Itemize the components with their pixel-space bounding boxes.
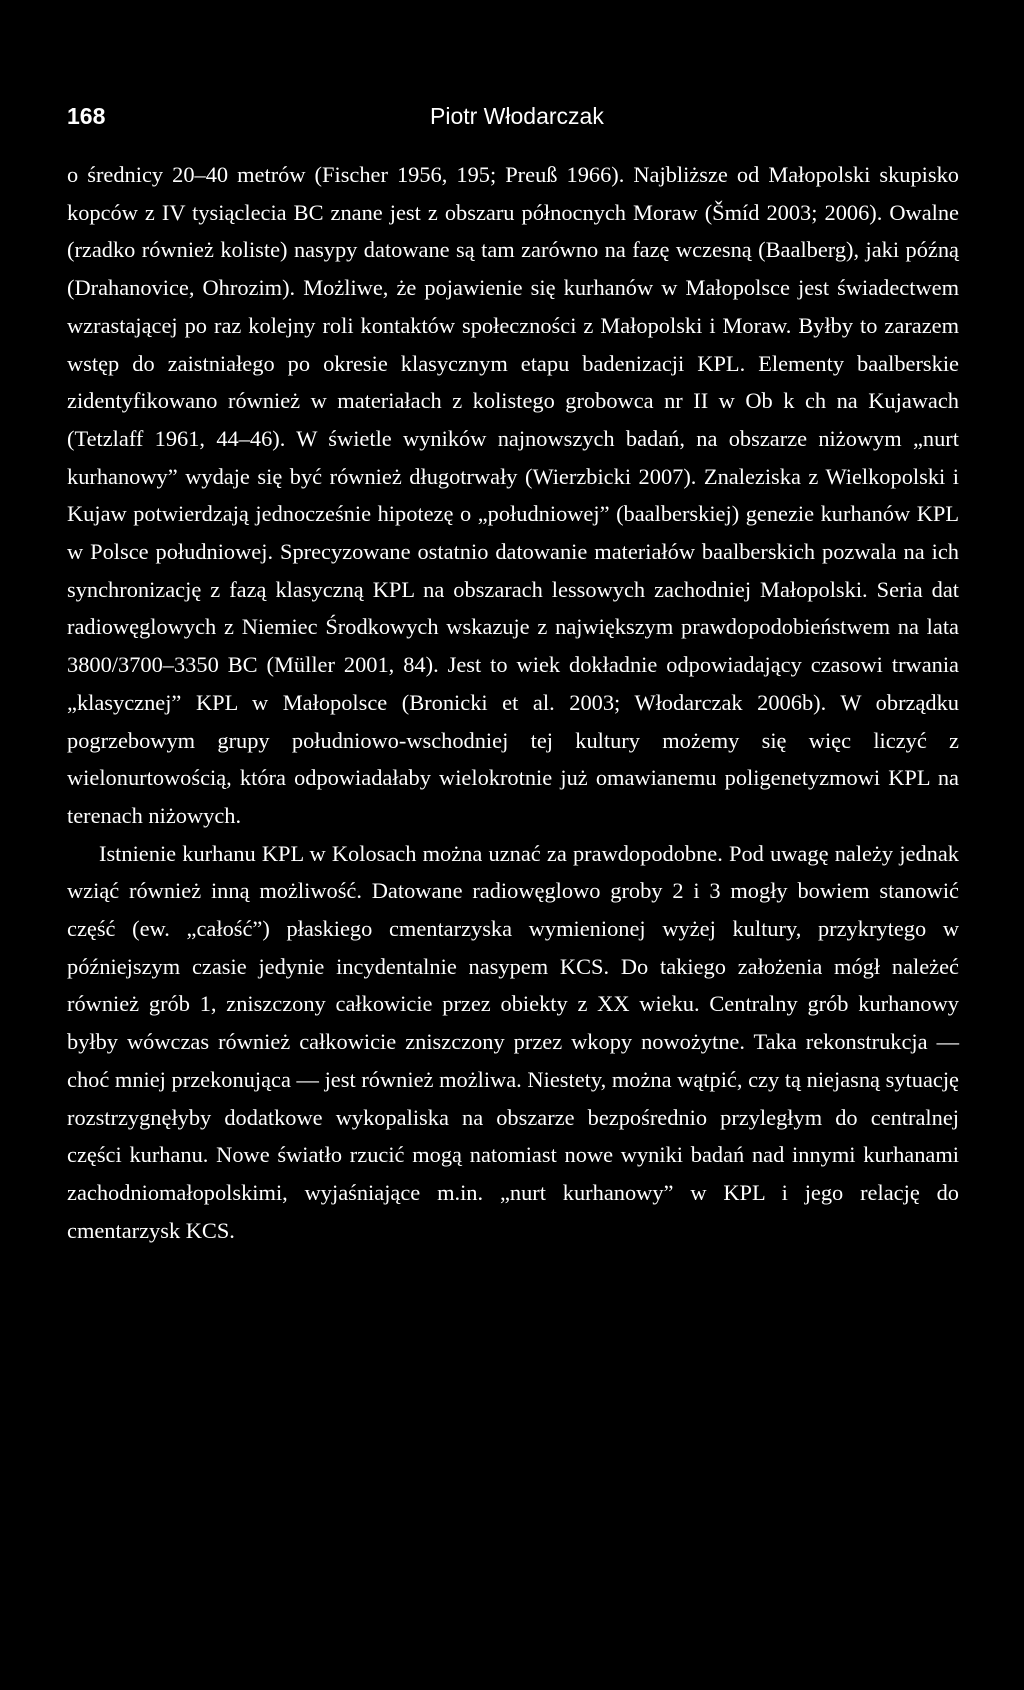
page-number: 168	[67, 103, 106, 129]
page-header	[67, 100, 959, 132]
paragraph-2: Istnienie kurhanu KPL w Kolosach można uznać za prawdopodobne. Pod uwagę należy jednak wziąć również inną możliwość. Datowane radiowęglowo groby 2 i 3 mogły bowiem stanowić część (ew. „całość”) płaskiego cmentarzyska wymienionej wyżej kultury, przykrytego w późniejszym czasie jedynie incydentalnie nasypem KCS. Do takiego założenia mógł należeć również grób 1, zniszczony całkowicie przez obiekty z XX wieku. Centralny grób kurhanowy byłby wówczas również całkowicie zniszczony przez wkopy nowożytne. Taka rekonstrukcja — choć mniej przekonująca — jest również możliwa. Niestety, można wątpić, czy tą niejasną sytuację rozstrzygnęłyby dodatkowe wykopaliska na obszarze bezpośrednio przyległym do centralnej części kurhanu. Nowe światło rzucić mogą natomiast nowe wyniki badań nad innymi kurhanami zachodniomałopolskimi, wyjaśniające m.in. „nurt kurhanowy” w KPL i jego relację do cmentarzysk KCS.	[67, 840, 959, 1243]
body-text	[67, 156, 959, 1249]
paragraph-1: o średnicy 20–40 metrów (Fischer 1956, 195; Preuß 1966). Najbliższe od Małopolski skupisko kopców z IV tysiąclecia BC znane jest z obszaru północnych Moraw (Šmíd 2003; 2006). Owalne (rzadko również koliste) nasypy datowane są tam zarówno na fazę wczesną (Baalberg), jaki późną (Drahanovice, Ohrozim). Możliwe, że pojawienie się kurhanów w Małopolsce jest świadectwem wzrastającej po raz kolejny roli kontaktów społeczności z Małopolski i Moraw. Byłby to zarazem wstęp do zaistniałego po okresie klasycznym etapu badenizacji KPL. Elementy baalberskie zidentyfikowano również w materiałach z kolistego grobowca nr II w Ob k ch na Kujawach (Tetzlaff 1961, 44–46). W świetle wyników najnowszych badań, na obszarze niżowym „nurt kurhanowy” wydaje się być również długotrwały (Wierzbicki 2007). Znaleziska z Wielkopolski i Kujaw potwierdzają jednocześnie hipotezę o „południowej” (baalberskiej) genezie kurhanów KPL w Polsce południowej. Sprecyzowane ostatnio datowanie materiałów baalberskich pozwala na ich synchronizację z fazą klasyczną KPL na obszarach lessowych zachodniej Małopolski. Seria dat radiowęglowych z Niemiec Środkowych wskazuje z największym prawdopodobieństwem na lata 3800/3700–3350 BC (Müller 2001, 84). Jest to wiek dokładnie odpowiadający czasowi trwania „klasycznej” KPL w Małopolsce (Bronicki et al. 2003; Włodarczak 2006b). W obrządku pogrzebowym grupy południowo-wschodniej tej kultury możemy się więc liczyć z wielonurtowością, która odpowiadałaby wielokrotnie już omawianemu poligenetyzmowi KPL na terenach niżowych.	[67, 162, 959, 828]
running-head-author: Piotr Włodarczak	[430, 103, 604, 129]
